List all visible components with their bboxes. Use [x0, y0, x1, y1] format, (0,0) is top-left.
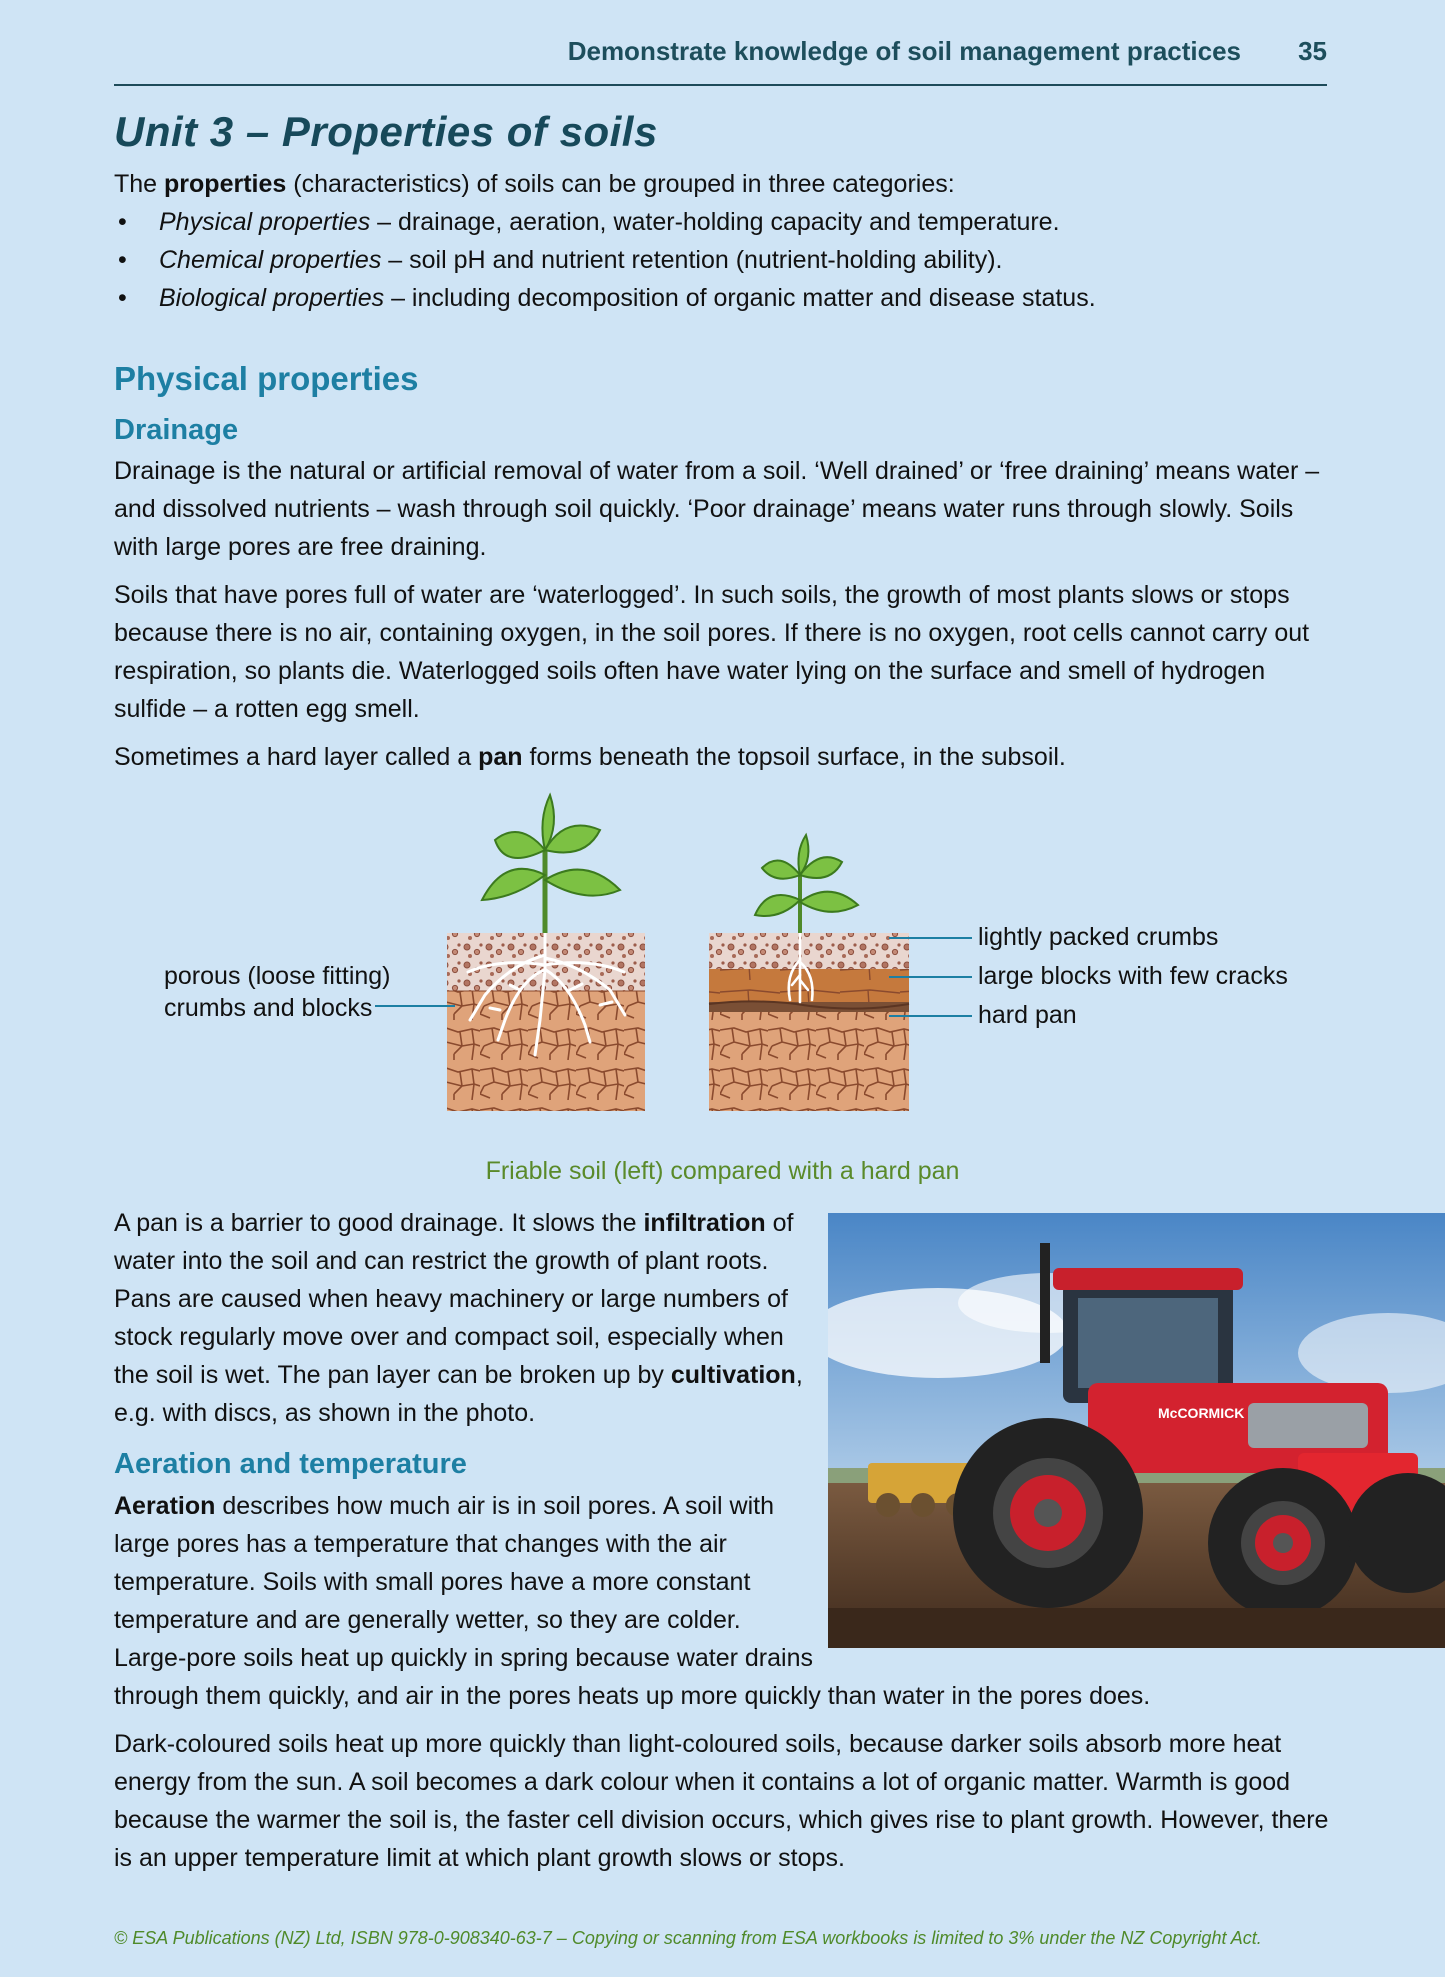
bullet-icon: • — [118, 208, 127, 236]
drainage-paragraph-3 — [114, 738, 1339, 776]
diagram-label-porous — [164, 960, 391, 1024]
unit-title: Unit 3 – Properties of soils — [114, 108, 658, 155]
diagram-label-hard-pan: hard pan — [978, 1001, 1077, 1029]
page-number: 35 — [1298, 36, 1327, 66]
pan-paragraph — [114, 1204, 814, 1432]
pan-text-2: of water into the soil and can restrict the growth of plant roots. Pans are caused when heavy machinery or large numbers of stock regularly move over and compact soil, especially when the soil is wet. The pan layer can be broken up by — [114, 1209, 794, 1389]
list-item — [114, 279, 1334, 317]
aeration-paragraph-2: Dark-coloured soils heat up more quickly than light-coloured soils, because darker soils absorb more heat energy from the sun. A soil becomes a dark colour when it contains a lot of organic matter. Warmth is good because the warmer the soil is, the faster cell division occurs, which gives rise to plant growth. However, there is an upper temperature limit at which plant growth slows or stops. — [114, 1730, 1329, 1872]
aeration-term: Aeration — [114, 1492, 216, 1520]
list-item-term: Chemical properties — [159, 246, 382, 274]
list-item — [114, 241, 1334, 279]
bullet-icon: • — [118, 246, 127, 274]
diagram-caption: Friable soil (left) compared with a hard pan — [485, 1157, 960, 1185]
diagram-label-crumbs: lightly packed crumbs — [978, 923, 1219, 951]
list-item-text: – soil pH and nutrient retention (nutrient-holding ability). — [381, 246, 1003, 274]
cultivation-term: cultivation — [670, 1361, 796, 1389]
aeration-text-wide: through them quickly, and air in the pores heats up more quickly than water in the pores does. — [114, 1682, 1151, 1710]
list-item-text: – including decomposition of organic matter and disease status. — [384, 284, 1096, 312]
intro-text-post: (characteristics) of soils can be grouped in three categories: — [286, 170, 955, 198]
hard-pan-soil-column — [709, 835, 909, 1111]
copyright-footer: © ESA Publications (NZ) Ltd, ISBN 978-0-908340-63-7 – Copying or scanning from ESA workbooks is limited to 3% under the NZ Copyright Act. — [114, 1928, 1262, 1948]
tractor-brand-text: McCORMICK — [1158, 1405, 1245, 1421]
list-item — [114, 203, 1334, 241]
pan-text-3: , e.g. with discs, as shown in the photo. — [114, 1361, 803, 1427]
aeration-text-narrow: describes how much air is in soil pores. A soil with large pores has a temperature that changes with the air temperature. Soils with small pores have a more constant temperature and are generally wetter, so they are colder. Large-pore soils heat up quickly in spring because water drains — [114, 1492, 813, 1672]
drainage-body — [114, 452, 1339, 776]
intro-section — [114, 165, 1334, 317]
properties-list — [114, 203, 1334, 317]
pan-text-post: forms beneath the topsoil surface, in the subsoil. — [522, 743, 1066, 771]
section-heading-physical: Physical properties — [114, 360, 419, 397]
intro-bold-term: properties — [164, 170, 287, 198]
bullet-icon: • — [118, 284, 127, 312]
diagram-label-line-2: crumbs and blocks — [164, 994, 373, 1022]
pan-text-pre: Sometimes a hard layer called a — [114, 743, 479, 771]
drainage-paragraph-1: Drainage is the natural or artificial removal of water from a soil. ‘Well drained’ or ‘free draining’ means water – and dissolved nutrients – wash through soil quickly. ‘Poor drainage’ means water runs through slowly. Soils with large pores are free draining. — [114, 457, 1320, 561]
running-header-title: Demonstrate knowledge of soil management practices — [567, 36, 1241, 66]
infiltration-term: infiltration — [643, 1209, 766, 1237]
pan-text-1: A pan is a barrier to good drainage. It slows the — [114, 1209, 644, 1237]
subheading-aeration: Aeration and temperature — [114, 1448, 467, 1480]
intro-text-pre: The — [114, 170, 165, 198]
running-header — [114, 30, 1327, 86]
intro-paragraph — [114, 165, 1334, 203]
aeration-paragraph-1 — [114, 1487, 1339, 1715]
list-item-text: – drainage, aeration, water-holding capacity and temperature. — [370, 208, 1060, 236]
soil-diagram — [0, 780, 1445, 1140]
list-item-term: Biological properties — [159, 284, 385, 312]
friable-soil-column — [447, 795, 645, 1111]
pan-bold-term: pan — [478, 743, 523, 771]
subheading-drainage: Drainage — [114, 414, 239, 446]
drainage-paragraph-2: Soils that have pores full of water are ‘waterlogged’. In such soils, the growth of most plants slows or stops because there is no air, containing oxygen, in the soil pores. If there is no oxygen, root cells cannot carry out respiration, so plants die. Waterlogged soils often have water lying on the surface and smell of hydrogen sulfide – a rotten egg smell. — [114, 581, 1310, 723]
list-item-term: Physical properties — [159, 208, 371, 236]
aeration-narrow-text — [114, 1487, 814, 1677]
aeration-body — [114, 1487, 1339, 1877]
diagram-label-line-1: porous (loose fitting) — [164, 962, 391, 990]
diagram-label-blocks: large blocks with few cracks — [978, 962, 1288, 990]
